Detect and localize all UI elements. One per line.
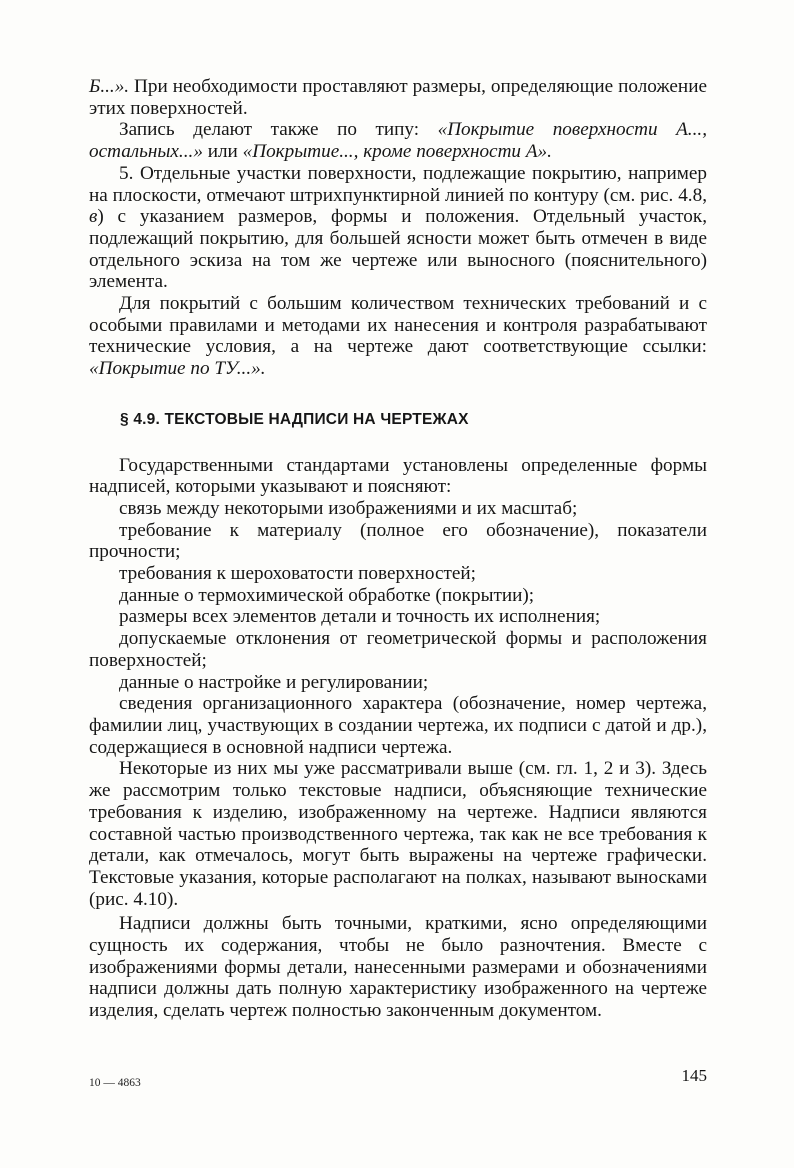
page-number: 145 xyxy=(681,1066,707,1085)
text-fragment: При необходимости проставляют размеры, определяющие положение этих поверхностей. xyxy=(89,76,707,119)
list-item: требования к шероховатости поверхностей; xyxy=(119,563,477,585)
text-fragment: 5. Отдельные участки поверхности, подлежащие покрытию, например на плоскости, отмечают штрихпунктирной линией по контуру (см. рис. 4.8, xyxy=(89,162,707,206)
section-heading: § 4.9. ТЕКСТОВЫЕ НАДПИСИ НА ЧЕРТЕЖАХ xyxy=(120,410,469,428)
paragraph: Государственными стандартами установлены определенные формы надписей, которыми указывают и поясняют: xyxy=(89,454,707,498)
paragraph: Некоторые из них мы уже рассматривали выше (см. гл. 1, 2 и 3). Здесь же рассмотрим только текстовые надписи, объясняющие технические требования к изделию, изображенному на чертеже. Надписи являются составной частью производственного чертежа, так как не все требования к детали, как отмечалось, могут быть выражены на чертеже графически. Текстовые указания, которые располагают на полках, называют выносками (рис. 4.10). xyxy=(89,758,707,910)
paragraph xyxy=(89,119,707,162)
paragraph xyxy=(89,293,707,380)
text-fragment: Запись делают также по типу: xyxy=(119,119,438,141)
text-fragment: ) с указанием размеров, формы и положения. Отдельный участок, подлежащий покрытию, для большей ясности может быть отмечен в виде отдельного эскиза на том же чертеже или выносного (пояснительного) элемента. xyxy=(89,206,707,293)
paragraph: Надписи должны быть точными, краткими, ясно определяющими сущность их содержания, чтобы не было разночтения. Вместе с изображениями формы детали, нанесенными размерами и обозначениями надписи должны дать полную характеристику изображенного на чертеже изделия, сделать чертеж полностью законченным документом. xyxy=(89,913,707,1022)
printer-signature: 10 — 4863 xyxy=(89,1077,141,1089)
paragraph xyxy=(89,163,707,293)
list-item: допускаемые отклонения от геометрической формы и расположения поверхностей; xyxy=(89,628,707,671)
paragraph xyxy=(89,76,707,119)
list-item: требование к материалу (полное его обозначение), показатели прочности; xyxy=(89,519,707,563)
italic-fragment: в xyxy=(89,206,98,228)
page-text xyxy=(89,76,707,1022)
italic-fragment: «Покрытие по ТУ...». xyxy=(89,358,266,380)
text-fragment: или xyxy=(202,141,243,163)
list-item: связь между некоторыми изображениями и их масштаб; xyxy=(119,497,578,519)
italic-fragment: Б...». xyxy=(89,76,135,97)
italic-fragment: «Покрытие поверхности А..., остальных...» xyxy=(89,119,707,163)
list-item: сведения организационного характера (обозначение, номер чертежа, фамилии лиц, участвующих в создании чертежа, их подписи с датой и др.), содержащиеся в основной надписи чертежа. xyxy=(89,693,707,758)
list-item: размеры всех элементов детали и точность их исполнения; xyxy=(119,606,601,628)
list-item: данные о термохимической обработке (покрытии); xyxy=(119,584,535,606)
text-fragment: Для покрытий с большим количеством технических требований и с особыми правилами и методами их нанесения и контроля разрабатывают технические условия, а на чертеже дают соответствующие ссылки: xyxy=(89,293,707,358)
italic-fragment: «Покрытие..., кроме поверхности А». xyxy=(242,141,552,163)
list-item: данные о настройке и регулировании; xyxy=(119,671,429,693)
